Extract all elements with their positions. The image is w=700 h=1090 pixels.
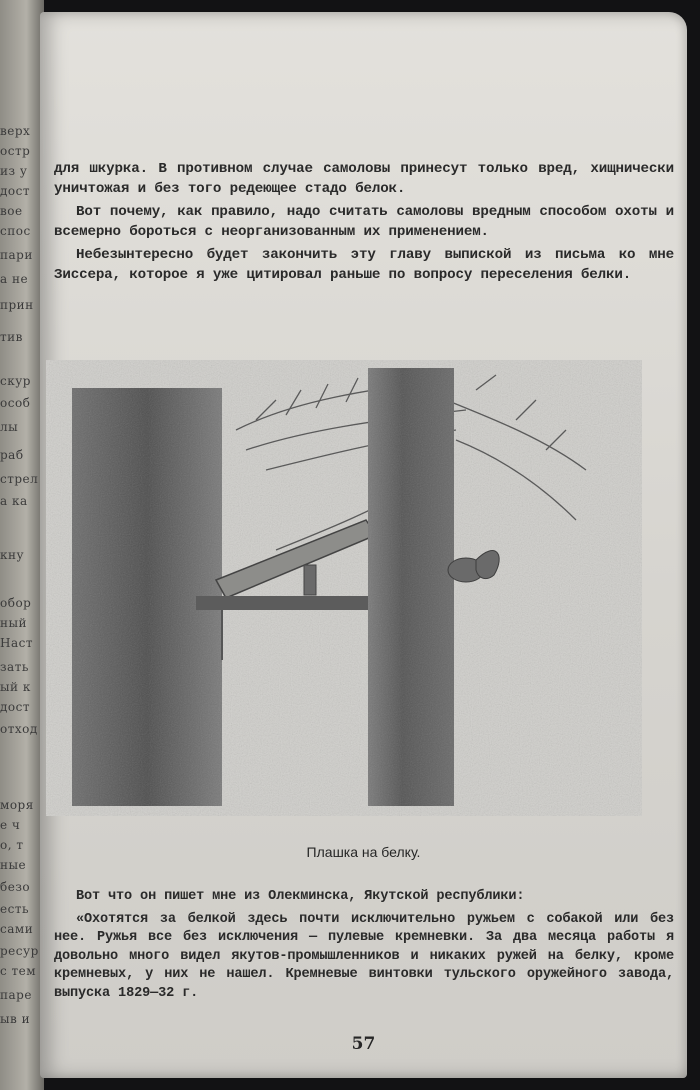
squirrel-trap-illustration (46, 360, 642, 816)
facing-page-fragment: есть (0, 902, 29, 916)
facing-page-fragment: верх (0, 124, 31, 138)
facing-page-fragment: с тем (0, 964, 37, 978)
facing-page-fragment: тив (0, 330, 23, 344)
facing-page-fragment: дост (0, 184, 30, 198)
facing-page-fragment: ные (0, 858, 27, 872)
facing-page-fragment: безо (0, 880, 31, 894)
facing-page-fragment: вое (0, 204, 23, 218)
facing-page-fragment: паре (0, 988, 32, 1002)
facing-page-fragment: моря (0, 798, 34, 812)
facing-page-fragment: сами (0, 922, 34, 936)
facing-page-fragment: скур (0, 374, 31, 388)
trap-crossbar (196, 596, 372, 610)
figure-caption: Плашка на белку. (306, 844, 421, 860)
paragraph: для шкурка. В противном случае самоловы принесут только вред, хищнически уничтожая и без того редеющее стадо белок. (54, 161, 674, 197)
facing-page-fragment: Наст (0, 636, 33, 650)
facing-page-fragment: ый к (0, 680, 31, 694)
paragraph: «Охотятся за белкой здесь почти исключительно ружьем с собакой или без нее. Ружья все без исключения — пулевые кремневки. За два месяца работы я довольно много видел якутов-промышленников и никаких ружей на белку, кроме кремневых, у них не нашел. Кремневые винтовки тульского оружейного завода, выпуска 1829—32 г. (54, 911, 674, 1001)
facing-page-fragment: особ (0, 396, 31, 410)
facing-page-fragment: а не (0, 272, 29, 286)
body-text-bottom (54, 888, 674, 1007)
paragraph: Вот почему, как правило, надо считать самоловы вредным способом охоты и всемерно бороться с неорганизованным их применением. (54, 204, 674, 240)
facing-page-fragment: зать (0, 660, 29, 674)
facing-page-fragment: стрел (0, 472, 39, 486)
facing-page-fragment: пари (0, 248, 33, 262)
facing-page-fragment: остр (0, 144, 31, 158)
facing-page-fragment: кну (0, 548, 25, 562)
facing-page-fragment: обор (0, 596, 32, 610)
facing-page-fragment: ный (0, 616, 28, 630)
facing-page-fragment: ресур (0, 944, 39, 958)
facing-page-fragment: дост (0, 700, 30, 714)
facing-page-fragment: прин (0, 298, 34, 312)
paragraph: Вот что он пишет мне из Олекминска, Якутской республики: (76, 889, 525, 904)
facing-page-fragment: из у (0, 164, 28, 178)
page-number: 57 (351, 1034, 376, 1054)
facing-page-fragment: а ка (0, 494, 28, 508)
paragraph: Небезынтересно будет закончить эту главу выпиской из письма ко мне Зиссера, которое я уже цитировал раньше по вопросу переселения белки. (54, 247, 674, 283)
facing-page-fragment: е ч (0, 818, 21, 832)
facing-page-edge (0, 0, 44, 1090)
body-text-top (54, 160, 674, 289)
facing-page-fragment: отход (0, 722, 38, 736)
facing-page-fragment: спос (0, 224, 31, 238)
facing-page-fragment: лы (0, 420, 19, 434)
book-page (40, 12, 687, 1078)
facing-page-fragment: раб (0, 448, 24, 462)
facing-page-fragment: о, т (0, 838, 24, 852)
facing-page-fragment: ыв и (0, 1012, 31, 1026)
